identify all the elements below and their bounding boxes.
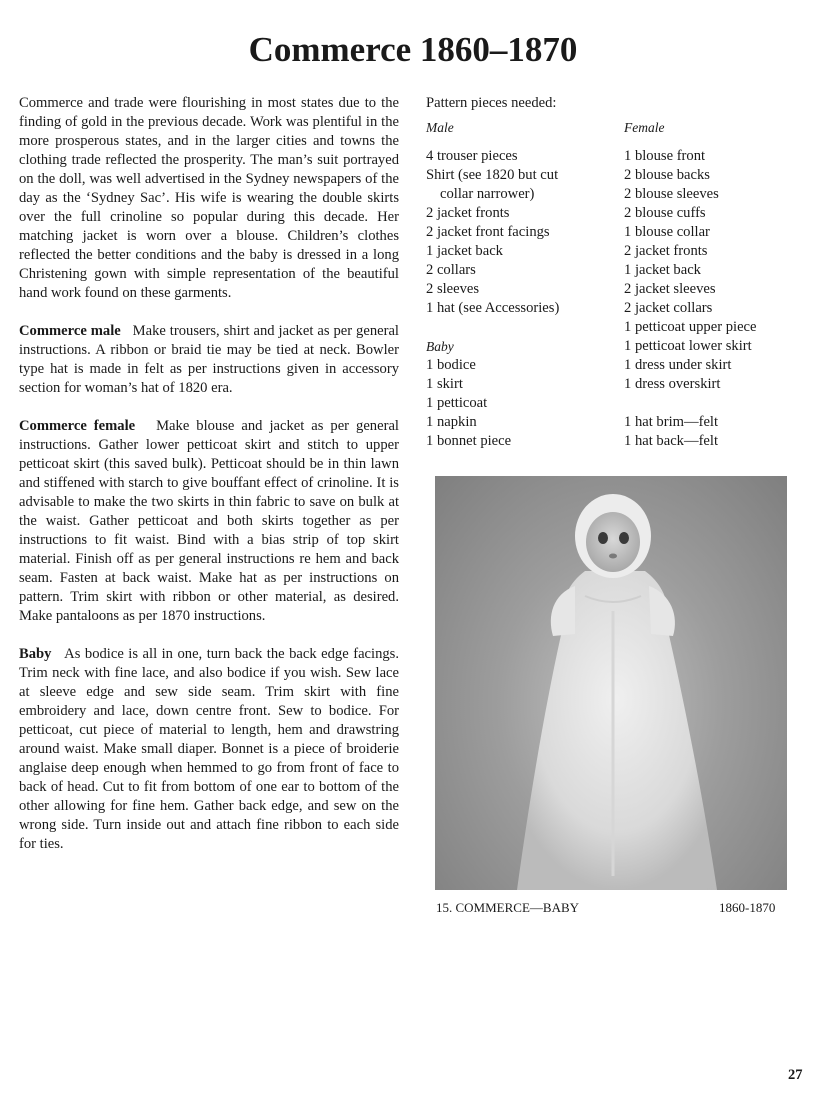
baby-label: Baby: [426, 339, 454, 354]
section-text: As bodice is all in one, turn back the back edge facings. Trim neck with fine lace, and also bodice if you wish. Sew lace at sleeve edge and sew side seam. Trim skirt with fine embroidery and lace, down centre front. Sew to bodice. For petticoat, cut piece of material to length, hem and drawstring around waist. Make small diaper. Bonnet is a piece of broiderie anglaise deep enough when hemmed to go from front of face to back of head. Cut to fit from bottom of one ear to bottom of the other allowing for fine hem. Gather back edge, and sew on the wrong side. Turn inside out and attach fine ribbon to each side for ties.: [19, 646, 400, 852]
pattern-heading: Pattern pieces needed:: [426, 95, 557, 111]
list-item: 1 bonnet piece: [426, 433, 512, 449]
intro-paragraph: Commerce and trade were flourishing in most states due to the finding of gold in the previous decade. Work was plentiful in the more prosperous states, and in the larger cities and towns the clothing trade reflected the prosperity. The man’s suit portrayed on the doll, was well advertised in the Sydney newspapers of the day as the ‘Sydney Sac’. His wife is wearing the double skirts over the full crinoline so popular during this decade. Her matching jacket is worn over a blouse. Children’s clothes reflected the better conditions and the baby is dressed in a long Christening gown with simple representation of the beautiful hand work found on these garments.: [19, 95, 399, 301]
list-item: 2 jacket collars: [624, 300, 713, 316]
list-item: 1 hat brim—felt: [624, 414, 719, 430]
list-item: 2 collars: [426, 262, 476, 278]
list-item: 1 jacket back: [624, 262, 701, 278]
photo-caption: 15. COMMERCE—BABY: [436, 900, 580, 915]
male-list: [426, 118, 616, 451]
pattern-pieces-column: [426, 94, 806, 449]
list-item: 1 petticoat lower skirt: [624, 338, 752, 354]
list-item: 1 blouse collar: [624, 224, 710, 240]
list-item: 1 dress under skirt: [624, 357, 732, 373]
list-item: 2 blouse backs: [624, 167, 710, 183]
page-title: Commerce 1860–1870: [248, 30, 578, 69]
list-item: 2 sleeves: [426, 281, 480, 297]
list-item: 1 bodice: [426, 357, 476, 373]
section-baby: [19, 645, 399, 854]
section-text: Make blouse and jacket as per general instructions. Gather lower petticoat skirt and stitch to upper petticoat skirt (this saved bulk). Petticoat should be in thin lawn and stiffened with starch to give bouffant effect of crinoline. It is advisable to make the two skirts in thin fabric to save on bulk at the waist. Gather petticoat and both skirts together as per instructions to fit waist. Bind with a bias strip of top skirt material. Finish off as per general instructions re hem and back seam. Fasten at back waist. Make hat as per instructions on pattern. Trim skirt with ribbon or other material, as desired. Make pantaloons as per 1870 instructions.: [19, 418, 399, 624]
doll-illustration: [435, 476, 787, 890]
list-item: 1 petticoat: [426, 395, 488, 411]
list-item: 1 hat (see Accessories): [426, 300, 560, 316]
body-text-column: [19, 94, 399, 873]
list-item: 1 petticoat upper piece: [624, 319, 757, 335]
baby-doll-photo: [435, 476, 787, 890]
list-item: 2 jacket fronts: [624, 243, 708, 259]
section-text: Make trousers, shirt and jacket as per general instructions. A ribbon or braid tie may be tied at neck. Bowler type hat is made in felt as per instructions given in accessory section for woman’s hat of 1820 era.: [19, 323, 399, 396]
list-item: 2 blouse sleeves: [624, 186, 719, 202]
list-item: 2 jacket front facings: [426, 224, 550, 240]
male-label: Male: [426, 120, 454, 135]
section-commerce-female: [19, 417, 399, 626]
section-heading: Baby: [19, 646, 52, 662]
list-item: 2 blouse cuffs: [624, 205, 706, 221]
section-commerce-male: [19, 322, 399, 398]
female-list: [624, 118, 814, 451]
photo-caption-date: 1860-1870: [719, 900, 776, 915]
list-item: collar narrower): [440, 186, 535, 202]
list-item: 1 napkin: [426, 414, 477, 430]
page-number: 27: [788, 1067, 803, 1083]
female-label: Female: [624, 120, 665, 135]
section-heading: Commerce female: [19, 418, 136, 434]
list-item: 2 jacket fronts: [426, 205, 510, 221]
list-item: Shirt (see 1820 but cut: [426, 167, 559, 183]
list-item: 2 jacket sleeves: [624, 281, 716, 297]
list-item: 1 jacket back: [426, 243, 503, 259]
list-item: 1 dress overskirt: [624, 376, 721, 392]
list-item: 1 hat back—felt: [624, 433, 719, 449]
list-item: 1 skirt: [426, 376, 463, 392]
list-item: 1 blouse front: [624, 148, 706, 164]
section-heading: Commerce male: [19, 323, 121, 339]
list-item: 4 trouser pieces: [426, 148, 518, 164]
